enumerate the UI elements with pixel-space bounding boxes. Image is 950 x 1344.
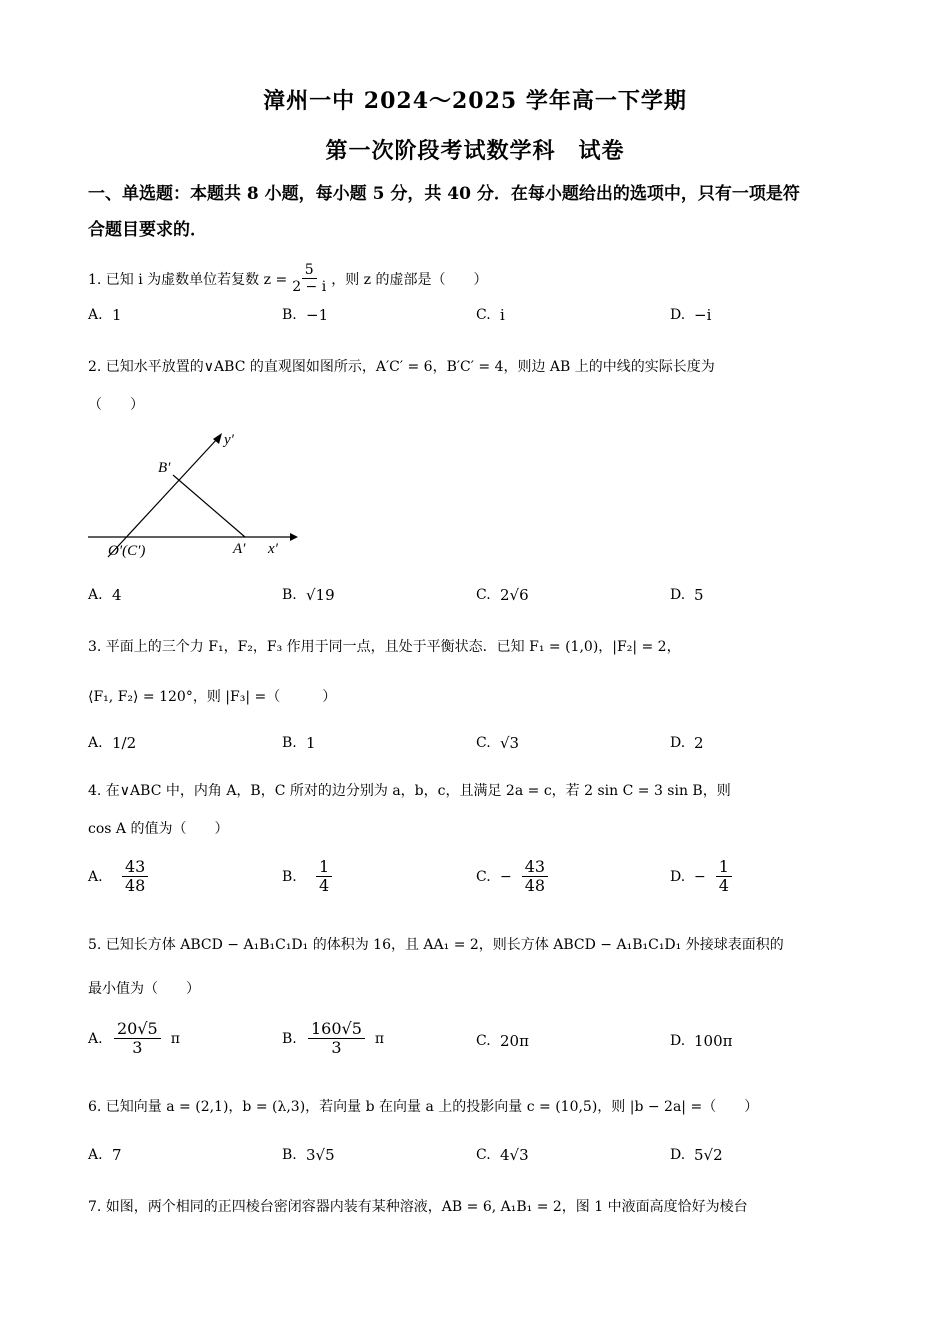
fraction-numerator: 43 (122, 858, 148, 877)
choice-label: B. (282, 868, 297, 885)
question-1-choice-a[interactable] (88, 306, 122, 324)
choice-label: C. (476, 1147, 491, 1163)
question-2-choice-c[interactable] (476, 586, 529, 604)
label-point-b: B′ (158, 460, 171, 476)
question-4-choice-c[interactable] (476, 858, 550, 896)
label-point-a: A′ (233, 541, 246, 557)
question-5-choice-d[interactable] (670, 1032, 733, 1050)
segment-b-a (173, 475, 245, 537)
question-3-choice-c[interactable] (476, 734, 519, 752)
choice-label: C. (476, 587, 491, 603)
question-4-choice-a[interactable] (88, 858, 150, 896)
choice-value: 4 (112, 586, 122, 604)
question-1-choices (88, 306, 888, 336)
choice-value: −1 (306, 306, 329, 324)
choice-sign: − (500, 868, 512, 885)
question-1-frac-num: 5 (302, 262, 317, 279)
question-3-choice-a[interactable] (88, 734, 136, 752)
choice-label: C. (476, 307, 491, 323)
choice-label: A. (88, 307, 103, 323)
choice-label: D. (670, 868, 686, 885)
question-7-stem: 7. 如图，两个相同的正四棱台密闭容器内装有某种溶液，AB = 6, A₁B₁ = 2，图 1 中液面高度恰好为棱台 (88, 1199, 748, 1215)
question-4-stem-line1: 4. 在∨ABC 中，内角 A，B，C 所对的边分别为 a，b，c，且满足 2a = c，若 2 sin C = 3 sin B，则 (88, 783, 731, 799)
choice-value: 7 (112, 1146, 122, 1164)
question-4-choice-b[interactable] (282, 858, 334, 896)
question-6-choices (88, 1146, 888, 1176)
question-5-choice-b[interactable] (282, 1020, 384, 1058)
choice-label: A. (88, 735, 103, 751)
question-3-stem-line2: ⟨F₁, F₂⟩ = 120°，则 |F₃| =（ ） (88, 689, 337, 705)
question-3-choice-b[interactable] (282, 734, 316, 752)
choice-value: 1/2 (112, 734, 137, 752)
question-2-choice-b[interactable] (282, 586, 335, 604)
choice-label: C. (476, 735, 491, 751)
choice-label: B. (282, 1030, 297, 1047)
choice-sign: − (694, 868, 706, 885)
choice-value: 1 (112, 306, 122, 324)
question-1-frac-den: 2 − i (292, 279, 327, 296)
choice-value: 2√6 (500, 586, 529, 604)
label-y-axis: y′ (224, 432, 234, 448)
choice-fraction (522, 858, 548, 896)
choice-value: 20π (500, 1032, 529, 1050)
choice-value: √19 (306, 586, 335, 604)
choice-fraction (316, 858, 332, 896)
question-6-choice-a[interactable] (88, 1146, 122, 1164)
question-2-choice-a[interactable] (88, 586, 122, 604)
fraction-denominator: 3 (331, 1038, 342, 1058)
choice-value: 100π (694, 1032, 733, 1050)
question-5-stem-line2: 最小值为（ ） (88, 981, 200, 997)
question-3-choices (88, 734, 888, 764)
question-1-choice-d[interactable] (670, 306, 711, 324)
question-5-choice-a[interactable] (88, 1020, 180, 1058)
label-origin: O′(C′) (108, 543, 146, 559)
fraction-denominator: 4 (718, 876, 729, 896)
choice-value: 4√3 (500, 1146, 529, 1164)
choice-label: A. (88, 1030, 103, 1047)
fraction-denominator: 48 (524, 876, 546, 896)
oblique-projection-diagram (80, 424, 300, 574)
section-heading-line2: 合题目要求的． (88, 220, 207, 240)
question-6-choice-c[interactable] (476, 1146, 529, 1164)
question-3-choice-d[interactable] (670, 734, 704, 752)
fraction-numerator: 160√5 (308, 1020, 365, 1039)
question-2-choices (88, 586, 888, 616)
choice-value: 2 (694, 734, 704, 752)
label-x-axis: x′ (268, 541, 278, 557)
choice-value: 5√2 (694, 1146, 723, 1164)
choice-fraction (114, 1020, 161, 1058)
choice-value: 3√5 (306, 1146, 335, 1164)
choice-label: A. (88, 1147, 103, 1163)
exam-title-line2: 第一次阶段考试数学科 试卷 (325, 138, 625, 164)
question-1-fraction (289, 262, 329, 295)
question-4-stem-line2: cos A 的值为（ ） (88, 821, 229, 837)
choice-label: B. (282, 307, 297, 323)
question-2-stem-line2: （ ） (88, 397, 144, 413)
fraction-denominator: 3 (132, 1038, 143, 1058)
choice-label: D. (670, 735, 686, 751)
fraction-numerator: 20√5 (114, 1020, 161, 1039)
question-1-choice-c[interactable] (476, 306, 505, 324)
fraction-numerator: 1 (716, 858, 732, 877)
question-1-choice-b[interactable] (282, 306, 328, 324)
choice-fraction (122, 858, 148, 896)
question-5-choice-c[interactable] (476, 1032, 529, 1050)
question-2-stem-line1: 2. 已知水平放置的∨ABC 的直观图如图所示，A′C′ = 6，B′C′ = 4，则边 AB 上的中线的实际长度为 (88, 359, 715, 375)
fraction-numerator: 1 (316, 858, 332, 877)
choice-label: D. (670, 587, 686, 603)
question-4-choice-d[interactable] (670, 858, 734, 896)
choice-label: A. (88, 868, 103, 885)
fraction-numerator: 43 (522, 858, 548, 877)
choice-value: 5 (694, 586, 704, 604)
question-5-stem-line1: 5. 已知长方体 ABCD − A₁B₁C₁D₁ 的体积为 16，且 AA₁ = 2，则长方体 ABCD − A₁B₁C₁D₁ 外接球表面积的 (88, 937, 784, 953)
fraction-denominator: 48 (125, 876, 146, 896)
choice-label: A. (88, 587, 103, 603)
choice-fraction (308, 1020, 365, 1058)
question-5-choices (88, 1020, 888, 1070)
question-2-choice-d[interactable] (670, 586, 704, 604)
choice-label: D. (670, 1033, 686, 1049)
question-6-choice-b[interactable] (282, 1146, 335, 1164)
choice-label: D. (670, 1147, 686, 1163)
question-1-stem-a: 1. 已知 i 为虚数单位若复数 z = (88, 271, 288, 288)
choice-label: B. (282, 587, 297, 603)
choice-label: B. (282, 735, 297, 751)
choice-value: 1 (306, 734, 316, 752)
question-1-stem-b: ，则 z 的虚部是（ ） (331, 271, 488, 288)
question-6-choice-d[interactable] (670, 1146, 723, 1164)
question-3-stem-line1: 3. 平面上的三个力 F₁，F₂，F₃ 作用于同一点，且处于平衡状态．已知 F₁ = (1,0)，|F₂| = 2， (88, 639, 681, 655)
x-axis-arrow-icon (290, 533, 298, 541)
question-6-stem: 6. 已知向量 a = (2,1)，b = (λ,3)，若向量 b 在向量 a 上的投影向量 c = (10,5)，则 |b − 2a| =（ ） (88, 1099, 759, 1115)
choice-label: C. (476, 868, 491, 885)
fraction-denominator: 4 (319, 876, 330, 896)
choice-value: −i (694, 306, 712, 324)
choice-label: B. (282, 1147, 297, 1163)
choice-value: i (500, 306, 505, 324)
choice-pi: π (170, 1030, 180, 1047)
question-1-stem (88, 262, 488, 295)
choice-pi: π (374, 1030, 385, 1047)
choice-value: √3 (500, 734, 520, 752)
section-heading-line1: 一、单选题：本题共 8 小题，每小题 5 分，共 40 分．在每小题给出的选项中，只有一项是符 (88, 184, 800, 204)
choice-fraction (716, 858, 732, 896)
question-4-choices (88, 858, 888, 908)
choice-label: D. (670, 307, 686, 323)
exam-title-line1: 漳州一中 2024～2025 学年高一下学期 (263, 88, 687, 114)
y-axis-line (108, 438, 218, 557)
choice-label: C. (476, 1033, 491, 1049)
